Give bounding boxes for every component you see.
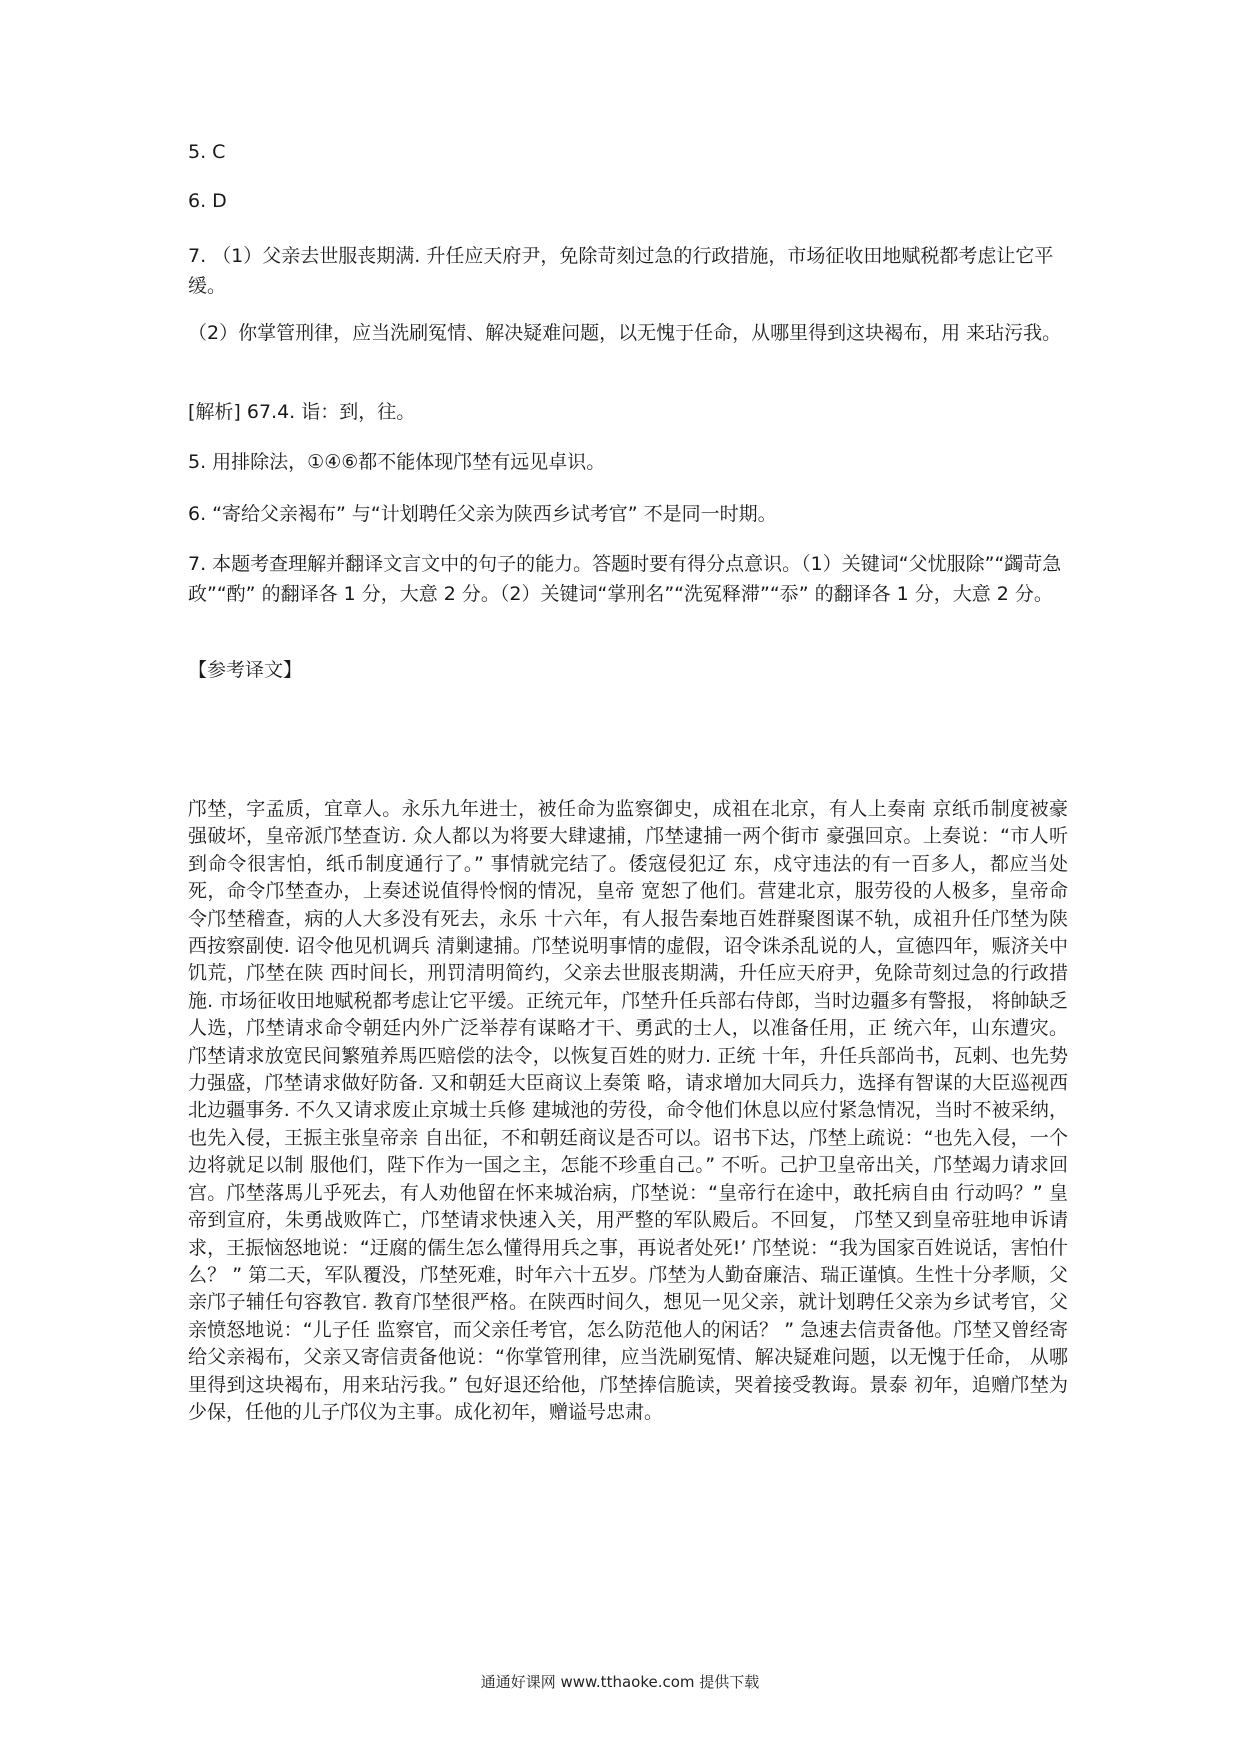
translation-heading: 【参考译文】 (188, 659, 303, 681)
answer-7-part-2: （2）你掌管刑律，应当洗刷冤情、解决疑难问题，以无愧于任命，从哪里得到这块褐布，用 来玷污我。 (188, 322, 1062, 344)
analysis-q7: 7. 本题考查理解并翻译文言文中的句子的能力。答题时要有得分点意识。（1）关键词“父忧服除”“蠲苛急政”“酌” 的翻译各 1 分，大意 2 分。（2）关键词“掌刑名”“洗冤释滞”“忝” 的翻译各 1 分，大意 2 分。 (188, 553, 1062, 605)
analysis-q5: 5. 用排除法，①④⑥都不能体现邝埜有远见卓识。 (188, 451, 606, 473)
translation-body: 邝埜，字孟质，宜章人。永乐九年进士，被任命为监察御史，成祖在北京，有人上奏南 京纸币制度被豪强破坏，皇帝派邝埜查访. 众人都以为将要大肆逮捕，邝埜逮捕一两个街市 豪强回京。上奏说：“市人听到命令很害怕，纸币制度通行了。” 事情就完结了。倭寇侵犯辽 东，戍守违法的有一百多人，都应当处死，命令邝埜查办，上奏述说值得怜悯的情况，皇帝 宽恕了他们。营建北京，服劳役的人极多，皇帝命令邝埜稽查，病的人大多没有死去，永乐 十六年，有人报告秦地百姓群聚图谋不轨，成祖升任邝埜为陕西按察副使. 诏令他见机调兵 清剿逮捕。邝埜说明事情的虚假，诏令诛杀乱说的人，宣德四年，赈济关中饥荒，邝埜在陕 西时间长，刑罚清明简约，父亲去世服丧期满，升任应天府尹，免除苛刻过急的行政措施. 市场征收田地赋税都考虑让它平缓。正统元年，邝埜升任兵部右侍郎，当时边疆多有警报， 将帥缺乏人选，邝埜请求命令朝廷内外广泛举荐有谋略才干、勇武的士人，以准备任用，正 统六年，山东遭灾。邝埜请求放宽民间繁殖养馬匹赔偿的法令，以恢复百姓的财力. 正统 十年，升任兵部尚书，瓦剌、也先势力强盛，邝埜请求做好防备. 又和朝廷大臣商议上奏策 略，请求增加大同兵力，选择有智谋的大臣巡视西北边疆事务. 不久又请求废止京城士兵修 建城池的劳役，命令他们休息以应付紧急情况，当时不被采纳，也先入侵，王振主张皇帝亲 自出征，不和朝廷商议是否可以。诏书下达，邝埜上疏说：“也先入侵，一个边将就足以制 服他们，陛下作为一国之主，怎能不珍重自己。” 不听。己护卫皇帝出关，邝埜竭力请求回 宫。邝埜落馬儿乎死去，有人劝他留在怀来城治病，邝埜说：“皇帝行在途中，敢托病自由 行动吗？” 皇帝到宣府，朱勇战败阵亡，邝埜请求快速入关，用严整的军队殿后。不回复， 邝埜又到皇帝驻地申诉请求，王振恼怒地说：“迂腐的儒生怎么懂得用兵之事，再说者处死!’ 邝埜说：“我为国家百姓说话，害怕什么？ ” 第二天，军队覆没，邝埜死难，时年六十五岁。邝埜为人勤奋廉洁、瑞正谨慎。生性十分孝顺，父亲邝子辅任句容教官. 教育邝埜很严格。在陕西时间久，想见一见父亲，就计划聘任父亲为乡试考官，父亲愤怒地说：“儿子任 监察官，而父亲任考官，怎么防范他人的闲话？ ” 急速去信责备他。邝埜又曾经寄给父亲褐布，父亲又寄信责备他说：“你掌管刑律，应当洗刷冤情、解决疑难问题，以无愧于任命， 从哪里得到这块褐布，用来玷污我。” 包好退还给他，邝埜捧信脆读，哭着接受教诲。景泰 初年，追赠邝埜为少保，任他的儿子邝仪为主事。成化初年，赠谥号忠肃。 (188, 798, 1068, 1423)
analysis-label: [解析] 67.4. 诣：到，往。 (188, 401, 416, 423)
page-footer: 通通好课网 www.tthaoke.com 提供下载 (480, 1673, 760, 1691)
answer-7-part-1: 7. （1）父亲去世服丧期满. 升任应天府尹，免除苛刻过急的行政措施，市场征收田地赋税都考虑让它平缓。 (188, 245, 1054, 297)
answer-5: 5. C (188, 141, 226, 163)
answer-6: 6. D (188, 190, 227, 212)
analysis-q6: 6. “寄给父亲褐布” 与“计划聘任父亲为陕西乡试考官” 不是同一时期。 (188, 503, 777, 525)
